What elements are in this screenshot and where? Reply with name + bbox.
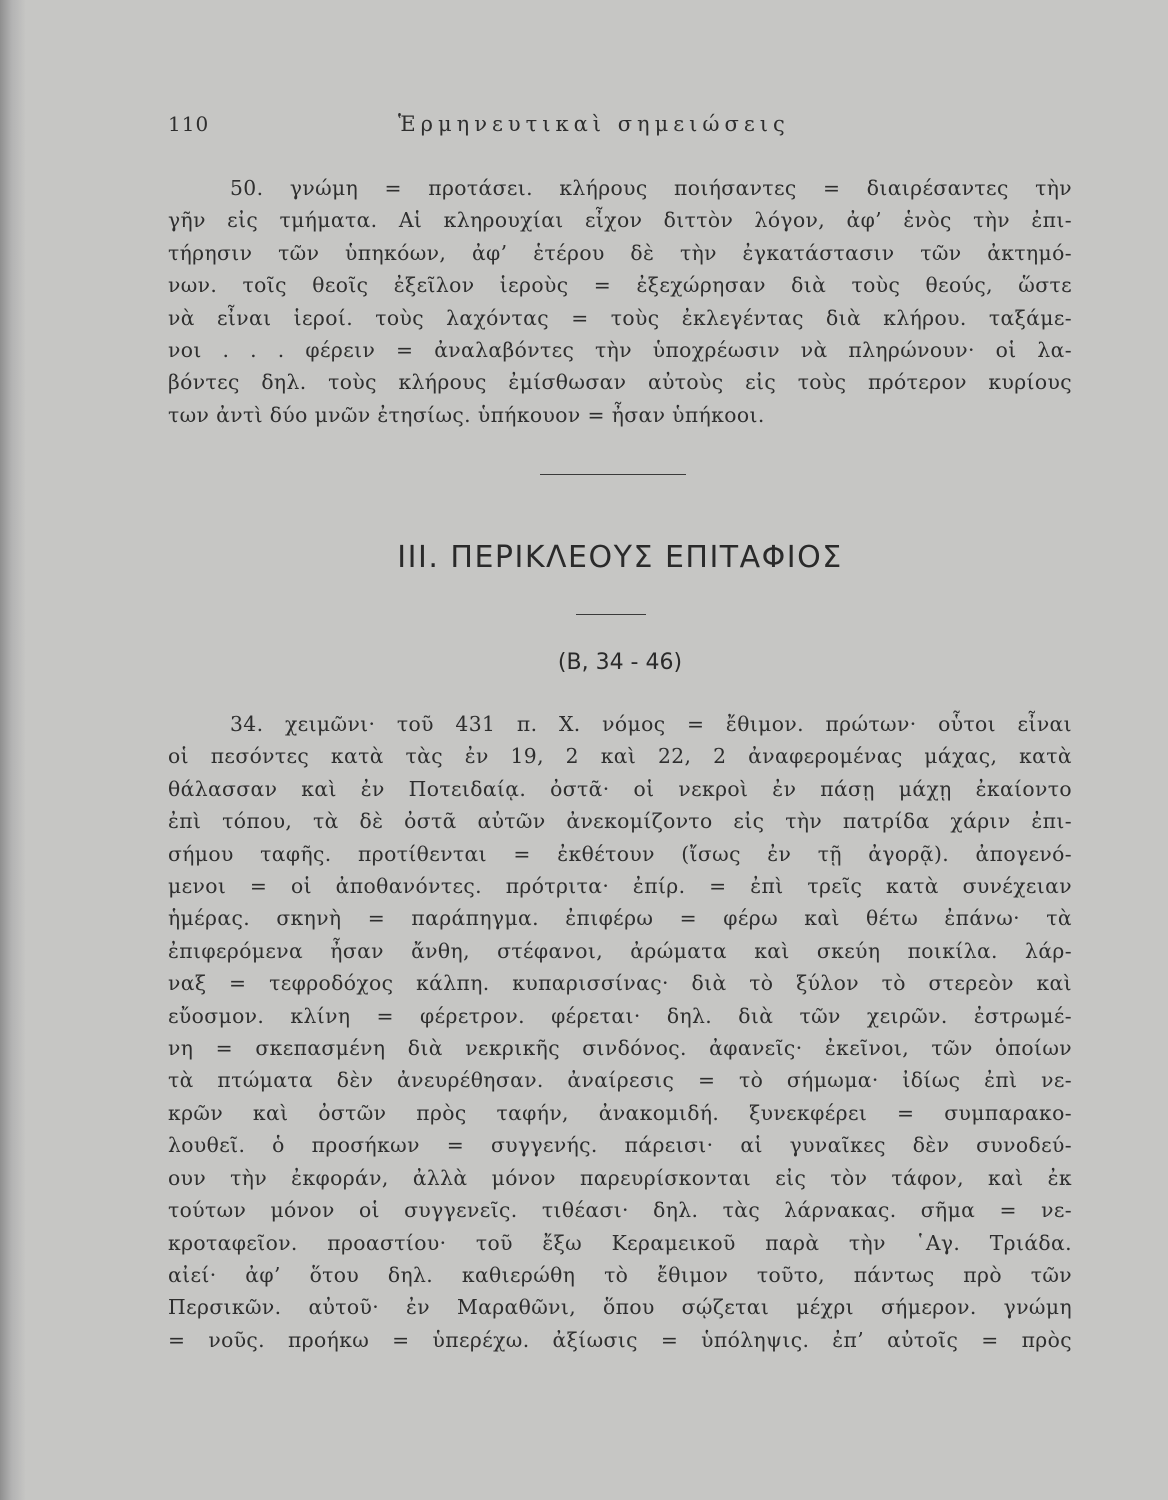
- text-line: ναξ = τεφροδόχος κάλπη. κυπαρισσίνας· διὰ τὸ ξύλον τὸ στερεὸν καὶ: [168, 971, 1072, 996]
- section-divider: [540, 474, 686, 475]
- text-line: 50. γνώμη = προτάσει. κλήρους ποιήσαντες = διαιρέσαντες τὴν: [230, 176, 1072, 200]
- text-line: νοι . . . φέρειν = ἀναλαβόντες τὴν ὑποχρέωσιν νὰ πληρώνουν· οἱ λα-: [168, 338, 1072, 363]
- running-title: Ἑρμηνευτικαὶ σημειώσεις: [398, 112, 790, 136]
- text-line: 34. χειμῶνι· τοῦ 431 π. Χ. νόμος = ἔθιμον. πρώτων· οὗτοι εἶναι: [230, 712, 1072, 736]
- text-line: = νοῦς. προήκω = ὑπερέχω. ἀξίωσις = ὑπόληψις. ἐπ’ αὐτοῖς = πρὸς: [168, 1327, 1072, 1352]
- text-line: εὔοσμον. κλίνη = φέρετρον. φέρεται· δηλ. διὰ τῶν χειρῶν. ἐστρωμέ-: [168, 1003, 1072, 1028]
- text-line: των ἀντὶ δύο μνῶν ἐτησίως. ὑπήκουον = ἦσαν ὑπήκοοι.: [168, 402, 765, 427]
- text-line: γῆν εἰς τμήματα. Αἱ κληρουχίαι εἶχον διττὸν λόγον, ἀφ’ ἑνὸς τὴν ἐπι-: [168, 208, 1072, 233]
- text-line: αἰεί· ἀφ’ ὅτου δηλ. καθιερώθη τὸ ἔθιμον τοῦτο, πάντως πρὸ τῶν: [168, 1262, 1072, 1287]
- text-line: σήμου ταφῆς. προτίθενται = ἐκθέτουν (ἴσως ἐν τῇ ἀγορᾷ). ἀπογενό-: [168, 841, 1072, 866]
- text-line: ἐπιφερόμενα ἦσαν ἄνθη, στέφανοι, ἀρώματα καὶ σκεύη ποικίλα. λάρ-: [168, 938, 1072, 963]
- text-line: ουν τὴν ἐκφοράν, ἀλλὰ μόνον παρευρίσκονται εἰς τὸν τάφον, καὶ ἐκ: [168, 1165, 1072, 1190]
- text-line: βόντες δηλ. τοὺς κλήρους ἐμίσθωσαν αὐτοὺς εἰς τοὺς πρότερον κυρίους: [168, 370, 1072, 395]
- page-header: [168, 112, 1076, 148]
- text-line: θάλασσαν καὶ ἐν Ποτειδαίᾳ. ὀστᾶ· οἱ νεκροὶ ἐν πάσῃ μάχῃ ἐκαίοντο: [168, 776, 1072, 801]
- page-number: 110: [168, 112, 210, 136]
- text-line: λουθεῖ. ὁ προσήκων = συγγενής. πάρεισι· αἱ γυναῖκες δὲν συνοδεύ-: [168, 1133, 1072, 1158]
- text-line: ἡμέρας. σκηνὴ = παράπηγμα. ἐπιφέρω = φέρω καὶ θέτω ἐπάνω· τὰ: [168, 906, 1072, 931]
- title-underline: [576, 614, 646, 615]
- text-line: οἱ πεσόντες κατὰ τὰς ἐν 19, 2 καὶ 22, 2 ἀναφερομένας μάχας, κατὰ: [168, 744, 1072, 769]
- text-line: μενοι = οἱ ἀποθανόντες. πρότριτα· ἐπίρ. = ἐπὶ τρεῖς κατὰ συνέχειαν: [168, 874, 1072, 899]
- section-subtitle: (B, 34 - 46): [557, 650, 683, 675]
- text-line: τήρησιν τῶν ὑπηκόων, ἀφ’ ἑτέρου δὲ τὴν ἐγκατάστασιν τῶν ἀκτημό-: [168, 240, 1072, 265]
- text-line: νων. τοῖς θεοῖς ἐξεῖλον ἱεροὺς = ἐξεχώρησαν διὰ τοὺς θεούς, ὥστε: [168, 273, 1072, 298]
- text-line: νη = σκεπασμένη διὰ νεκρικῆς σινδόνος. ἀφανεῖς· ἐκεῖνοι, τῶν ὁποίων: [168, 1036, 1072, 1061]
- page-gutter-shadow: [0, 0, 26, 1500]
- section-title: III. ΠΕΡΙΚΛΕΟΥΣ ΕΠΙΤΑΦΙΟΣ: [397, 540, 843, 575]
- text-line: ἐπὶ τόπου, τὰ δὲ ὀστᾶ αὐτῶν ἀνεκομίζοντο εἰς τὴν πατρίδα χάριν ἐπι-: [168, 809, 1072, 834]
- note-paragraph-34: [168, 708, 1072, 1356]
- note-paragraph-50: [168, 172, 1072, 431]
- text-line: Περσικῶν. αὐτοῦ· ἐν Μαραθῶνι, ὅπου σῴζεται μέχρι σήμερον. γνώμη: [168, 1295, 1072, 1320]
- text-line: κροταφεῖον. προαστίου· τοῦ ἔξω Κεραμεικοῦ παρὰ τὴν ῾Αγ. Τριάδα.: [168, 1230, 1072, 1255]
- text-line: κρῶν καὶ ὀστῶν πρὸς ταφήν, ἀνακομιδή. ξυνεκφέρει = συμπαρακο-: [168, 1100, 1072, 1125]
- text-line: νὰ εἶναι ἱεροί. τοὺς λαχόντας = τοὺς ἐκλεγέντας διὰ κλήρου. ταξάμε-: [168, 305, 1072, 330]
- text-line: τούτων μόνον οἱ συγγενεῖς. τιθέασι· δηλ. τὰς λάρνακας. σῆμα = νε-: [168, 1198, 1072, 1223]
- text-line: τὰ πτώματα δὲν ἀνευρέθησαν. ἀναίρεσις = τὸ σήμωμα· ἰδίως ἐπὶ νε-: [168, 1068, 1072, 1093]
